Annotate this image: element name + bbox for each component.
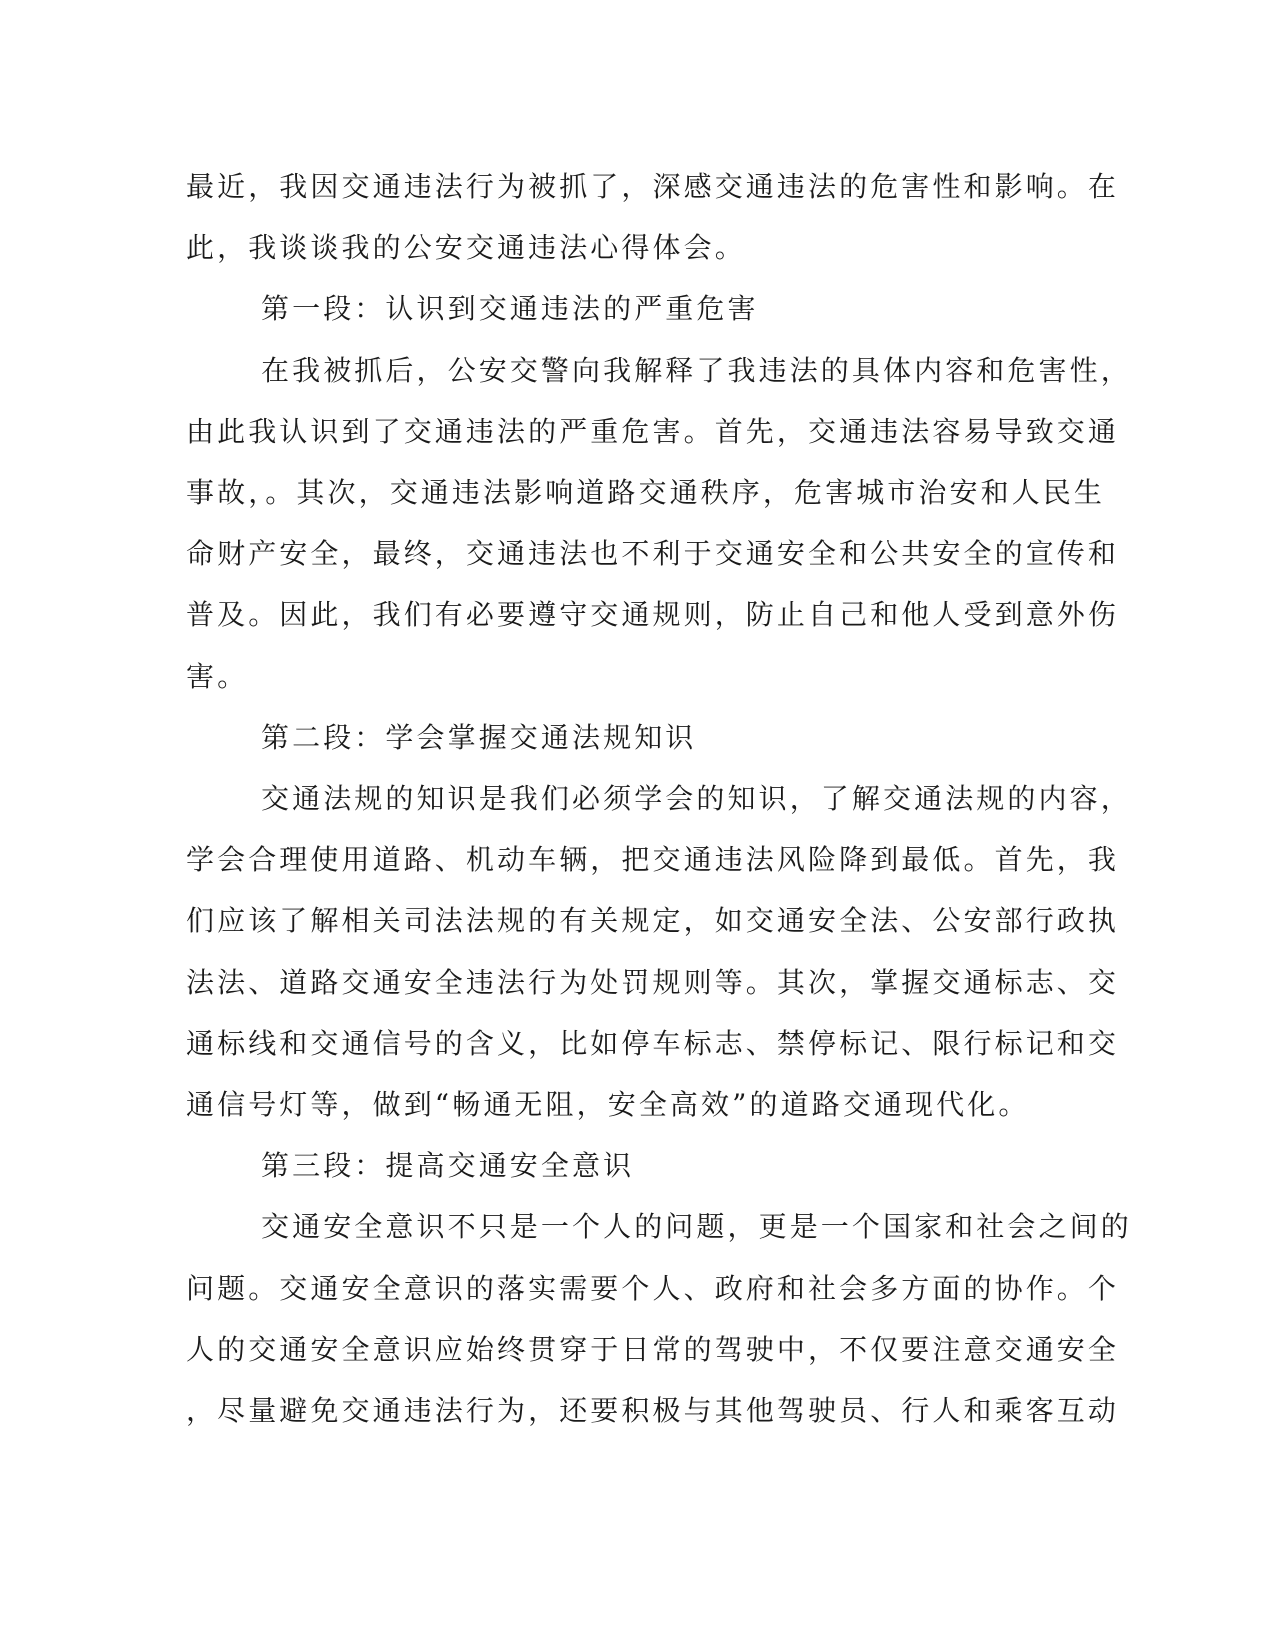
section-3-paragraph [186, 1196, 1132, 1441]
text-line: 通信号灯等，做到“畅通无阻，安全高效”的道路交通现代化。 [186, 1088, 1030, 1122]
text-line: 命财产安全，最终，交通违法也不利于交通安全和公共安全的宣传和 [186, 537, 1120, 571]
text-line: 法法、道路交通安全违法行为处罚规则等。其次，掌握交通标志、交 [186, 965, 1120, 999]
document-body [186, 156, 1132, 1441]
text-line: 们应该了解相关司法法规的有关规定，如交通安全法、公安部行政执 [186, 904, 1120, 938]
text-line: 由此我认识到了交通违法的严重危害。首先，交通违法容易导致交通 [186, 414, 1120, 448]
text-line: 人的交通安全意识应始终贯穿于日常的驾驶中，不仅要注意交通安全 [186, 1332, 1120, 1366]
text-line: 问题。交通安全意识的落实需要个人、政府和社会多方面的协作。个 [186, 1271, 1120, 1305]
text-line: 通标线和交通信号的含义，比如停车标志、禁停标记、限行标记和交 [186, 1026, 1120, 1060]
text-line: 交通法规的知识是我们必须学会的知识，了解交通法规的内容， [261, 782, 1132, 816]
section-1-heading: 第一段：认识到交通违法的严重危害 [261, 292, 759, 326]
text-line: 学会合理使用道路、机动车辆，把交通违法风险降到最低。首先，我 [186, 843, 1120, 877]
text-line: 事故，。其次，交通违法影响道路交通秩序，危害城市治安和人民生 [186, 476, 1106, 510]
text-line: 在我被抓后，公安交警向我解释了我违法的具体内容和危害性， [261, 353, 1132, 387]
text-line: 最近，我因交通违法行为被抓了，深感交通违法的危害性和影响。在 [186, 170, 1120, 203]
section-3-heading: 第三段：提高交通安全意识 [261, 1149, 635, 1183]
section-2-heading: 第二段：学会掌握交通法规知识 [261, 720, 697, 754]
text-line: 此，我谈谈我的公安交通违法心得体会。 [186, 231, 746, 265]
intro-paragraph [186, 156, 1120, 278]
section-2-paragraph [186, 768, 1132, 1135]
text-line: ，尽量避免交通违法行为，还要积极与其他驾驶员、行人和乘客互动 [186, 1394, 1120, 1428]
text-line: 害。 [186, 659, 249, 693]
text-line: 普及。因此，我们有必要遵守交通规则，防止自己和他人受到意外伤 [186, 598, 1120, 632]
section-1-paragraph [186, 340, 1132, 707]
text-line: 交通安全意识不只是一个人的问题，更是一个国家和社会之间的 [261, 1210, 1132, 1244]
